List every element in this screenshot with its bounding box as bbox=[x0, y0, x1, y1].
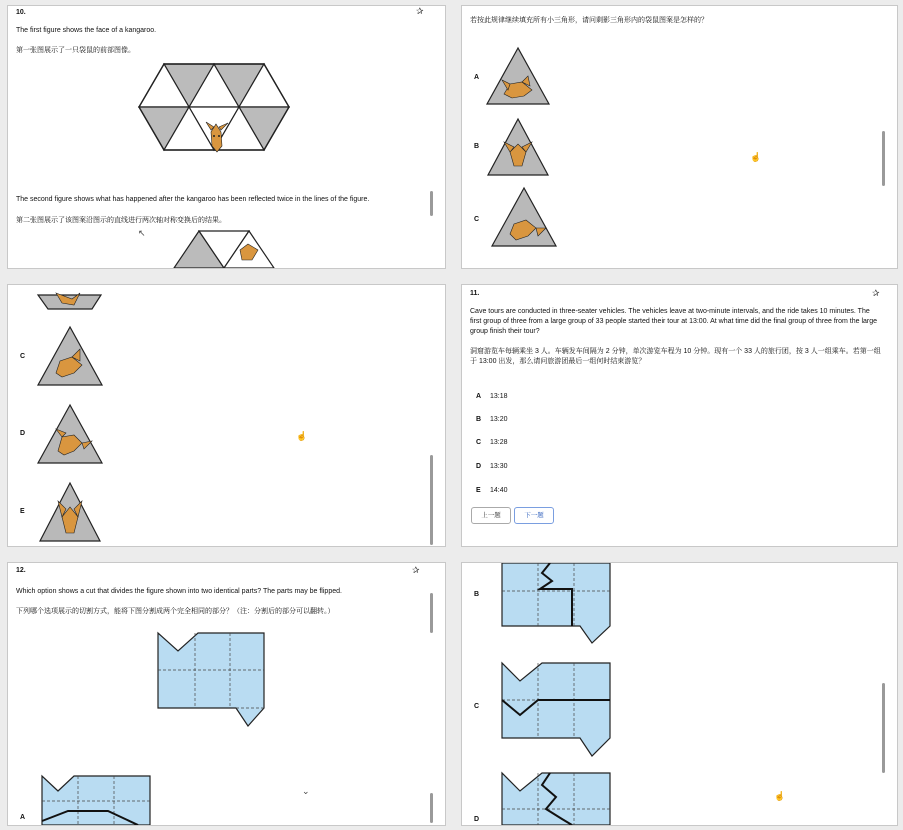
scrollbar[interactable] bbox=[430, 191, 433, 216]
question-prompt-zh: 洞窟游览车每辆乘坐 3 人。车辆发车间隔为 2 分钟，单次游览车程为 10 分钟。现有一个 33 人的旅行团，按 3 人一组乘车。若第一组于 13:00 出发，那么请问旅游团最后一组何时结束游览？ bbox=[470, 348, 881, 365]
pin-icon[interactable]: ✰ bbox=[416, 6, 424, 16]
option-b-figure[interactable] bbox=[502, 563, 610, 643]
option-c-triangle[interactable] bbox=[492, 188, 556, 246]
pin-icon[interactable]: ✰ bbox=[412, 565, 420, 575]
hand-cursor-icon: ☝ bbox=[774, 791, 786, 801]
scrollbar-lower[interactable] bbox=[430, 793, 433, 823]
option-a-figure[interactable] bbox=[42, 776, 150, 825]
previous-question-button[interactable]: 上一题 bbox=[471, 507, 511, 524]
option-label-a[interactable]: A bbox=[20, 814, 26, 821]
question-prompt-en: Cave tours are conducted in three-seater vehicles. The vehicles leave at two-minute intervals, and the ride takes 10 minutes. The first group of three from a large group of 33 people started their tour at 13:00. At what time did the final group of three from the large group finish their tour? bbox=[470, 308, 878, 335]
option-label-a[interactable]: A bbox=[476, 393, 482, 400]
option-value-c[interactable]: 13:28 bbox=[490, 439, 508, 446]
question-10-panel bbox=[7, 5, 446, 269]
option-b-triangle[interactable] bbox=[488, 119, 548, 175]
question-11-panel bbox=[461, 284, 898, 547]
cut-options bbox=[462, 563, 897, 825]
option-label-d[interactable]: D bbox=[20, 430, 26, 437]
option-label-c[interactable]: C bbox=[20, 353, 26, 360]
scrollbar[interactable] bbox=[882, 683, 885, 773]
scrollbar[interactable] bbox=[430, 593, 433, 633]
question-10-options-panel bbox=[461, 5, 898, 269]
option-c-triangle[interactable] bbox=[38, 327, 102, 385]
option-label-a[interactable]: A bbox=[474, 74, 480, 81]
option-a-triangle[interactable] bbox=[487, 48, 549, 104]
option-label-e[interactable]: E bbox=[20, 508, 25, 515]
option-label-c[interactable]: C bbox=[476, 439, 482, 446]
option-label-d[interactable]: D bbox=[476, 463, 482, 470]
option-value-a[interactable]: 13:18 bbox=[490, 393, 508, 400]
question-number: 12. bbox=[16, 567, 26, 574]
intro-text-zh: 第一张图展示了一只袋鼠的前部图像。 bbox=[16, 47, 135, 54]
question-prompt-zh: 若按此规律继续填充所有小三角形，请问剩影三角形内的袋鼠图案是怎样的？ bbox=[470, 17, 708, 24]
option-triangles bbox=[462, 6, 897, 268]
option-value-d[interactable]: 13:30 bbox=[490, 463, 508, 470]
pin-icon[interactable]: ✰ bbox=[872, 288, 880, 298]
option-d-figure[interactable] bbox=[502, 773, 610, 825]
option-d-triangle[interactable] bbox=[38, 405, 102, 463]
next-question-button[interactable]: 下一题 bbox=[514, 507, 554, 524]
second-figure-text-en: The second figure shows what has happened after the kangaroo has been reflected twice in the lines of the figure. bbox=[16, 196, 370, 203]
option-label-e[interactable]: E bbox=[476, 487, 481, 494]
question-12-options-panel bbox=[461, 562, 898, 826]
partial-triangle bbox=[38, 293, 101, 309]
option-label-b[interactable]: B bbox=[476, 416, 482, 423]
hand-cursor-icon: ☝ bbox=[750, 152, 762, 162]
option-label-b[interactable]: B bbox=[474, 591, 480, 598]
question-10-more-options-panel bbox=[7, 284, 446, 547]
option-e-triangle[interactable] bbox=[40, 483, 100, 541]
mouse-cursor-icon: ↖ bbox=[138, 228, 146, 238]
question-number: 10. bbox=[16, 9, 26, 16]
scrollbar[interactable] bbox=[430, 455, 433, 545]
question-12-panel bbox=[7, 562, 446, 826]
chevron-down-icon: ⌄ bbox=[302, 786, 310, 796]
scrollbar[interactable] bbox=[882, 131, 885, 186]
hexagon-figure bbox=[8, 6, 445, 268]
option-value-b[interactable]: 13:20 bbox=[490, 416, 508, 423]
option-triangles bbox=[8, 285, 445, 546]
hand-cursor-icon: ☝ bbox=[296, 431, 308, 441]
question-prompt-zh: 下列哪个选项展示的切割方式，能将下图分割成两个完全相同的部分？（注：分割后的部分可以翻转。） bbox=[16, 608, 335, 615]
option-label-c[interactable]: C bbox=[474, 216, 480, 223]
option-label-b[interactable]: B bbox=[474, 143, 480, 150]
option-label-c[interactable]: C bbox=[474, 703, 480, 710]
second-figure-text-zh: 第二张图展示了该图案沿图示的直线进行两次轴对称变换后的结果。 bbox=[16, 217, 226, 224]
intro-text-en: The first figure shows the face of a kangaroo. bbox=[16, 27, 157, 34]
option-value-e[interactable]: 14:40 bbox=[490, 487, 508, 494]
option-c-figure[interactable] bbox=[502, 663, 610, 756]
cut-figure bbox=[8, 563, 445, 825]
option-label-d[interactable]: D bbox=[474, 816, 480, 823]
question-number: 11. bbox=[470, 290, 480, 297]
question-prompt-en: Which option shows a cut that divides the figure shown into two identical parts? The parts may be flipped. bbox=[16, 588, 342, 595]
